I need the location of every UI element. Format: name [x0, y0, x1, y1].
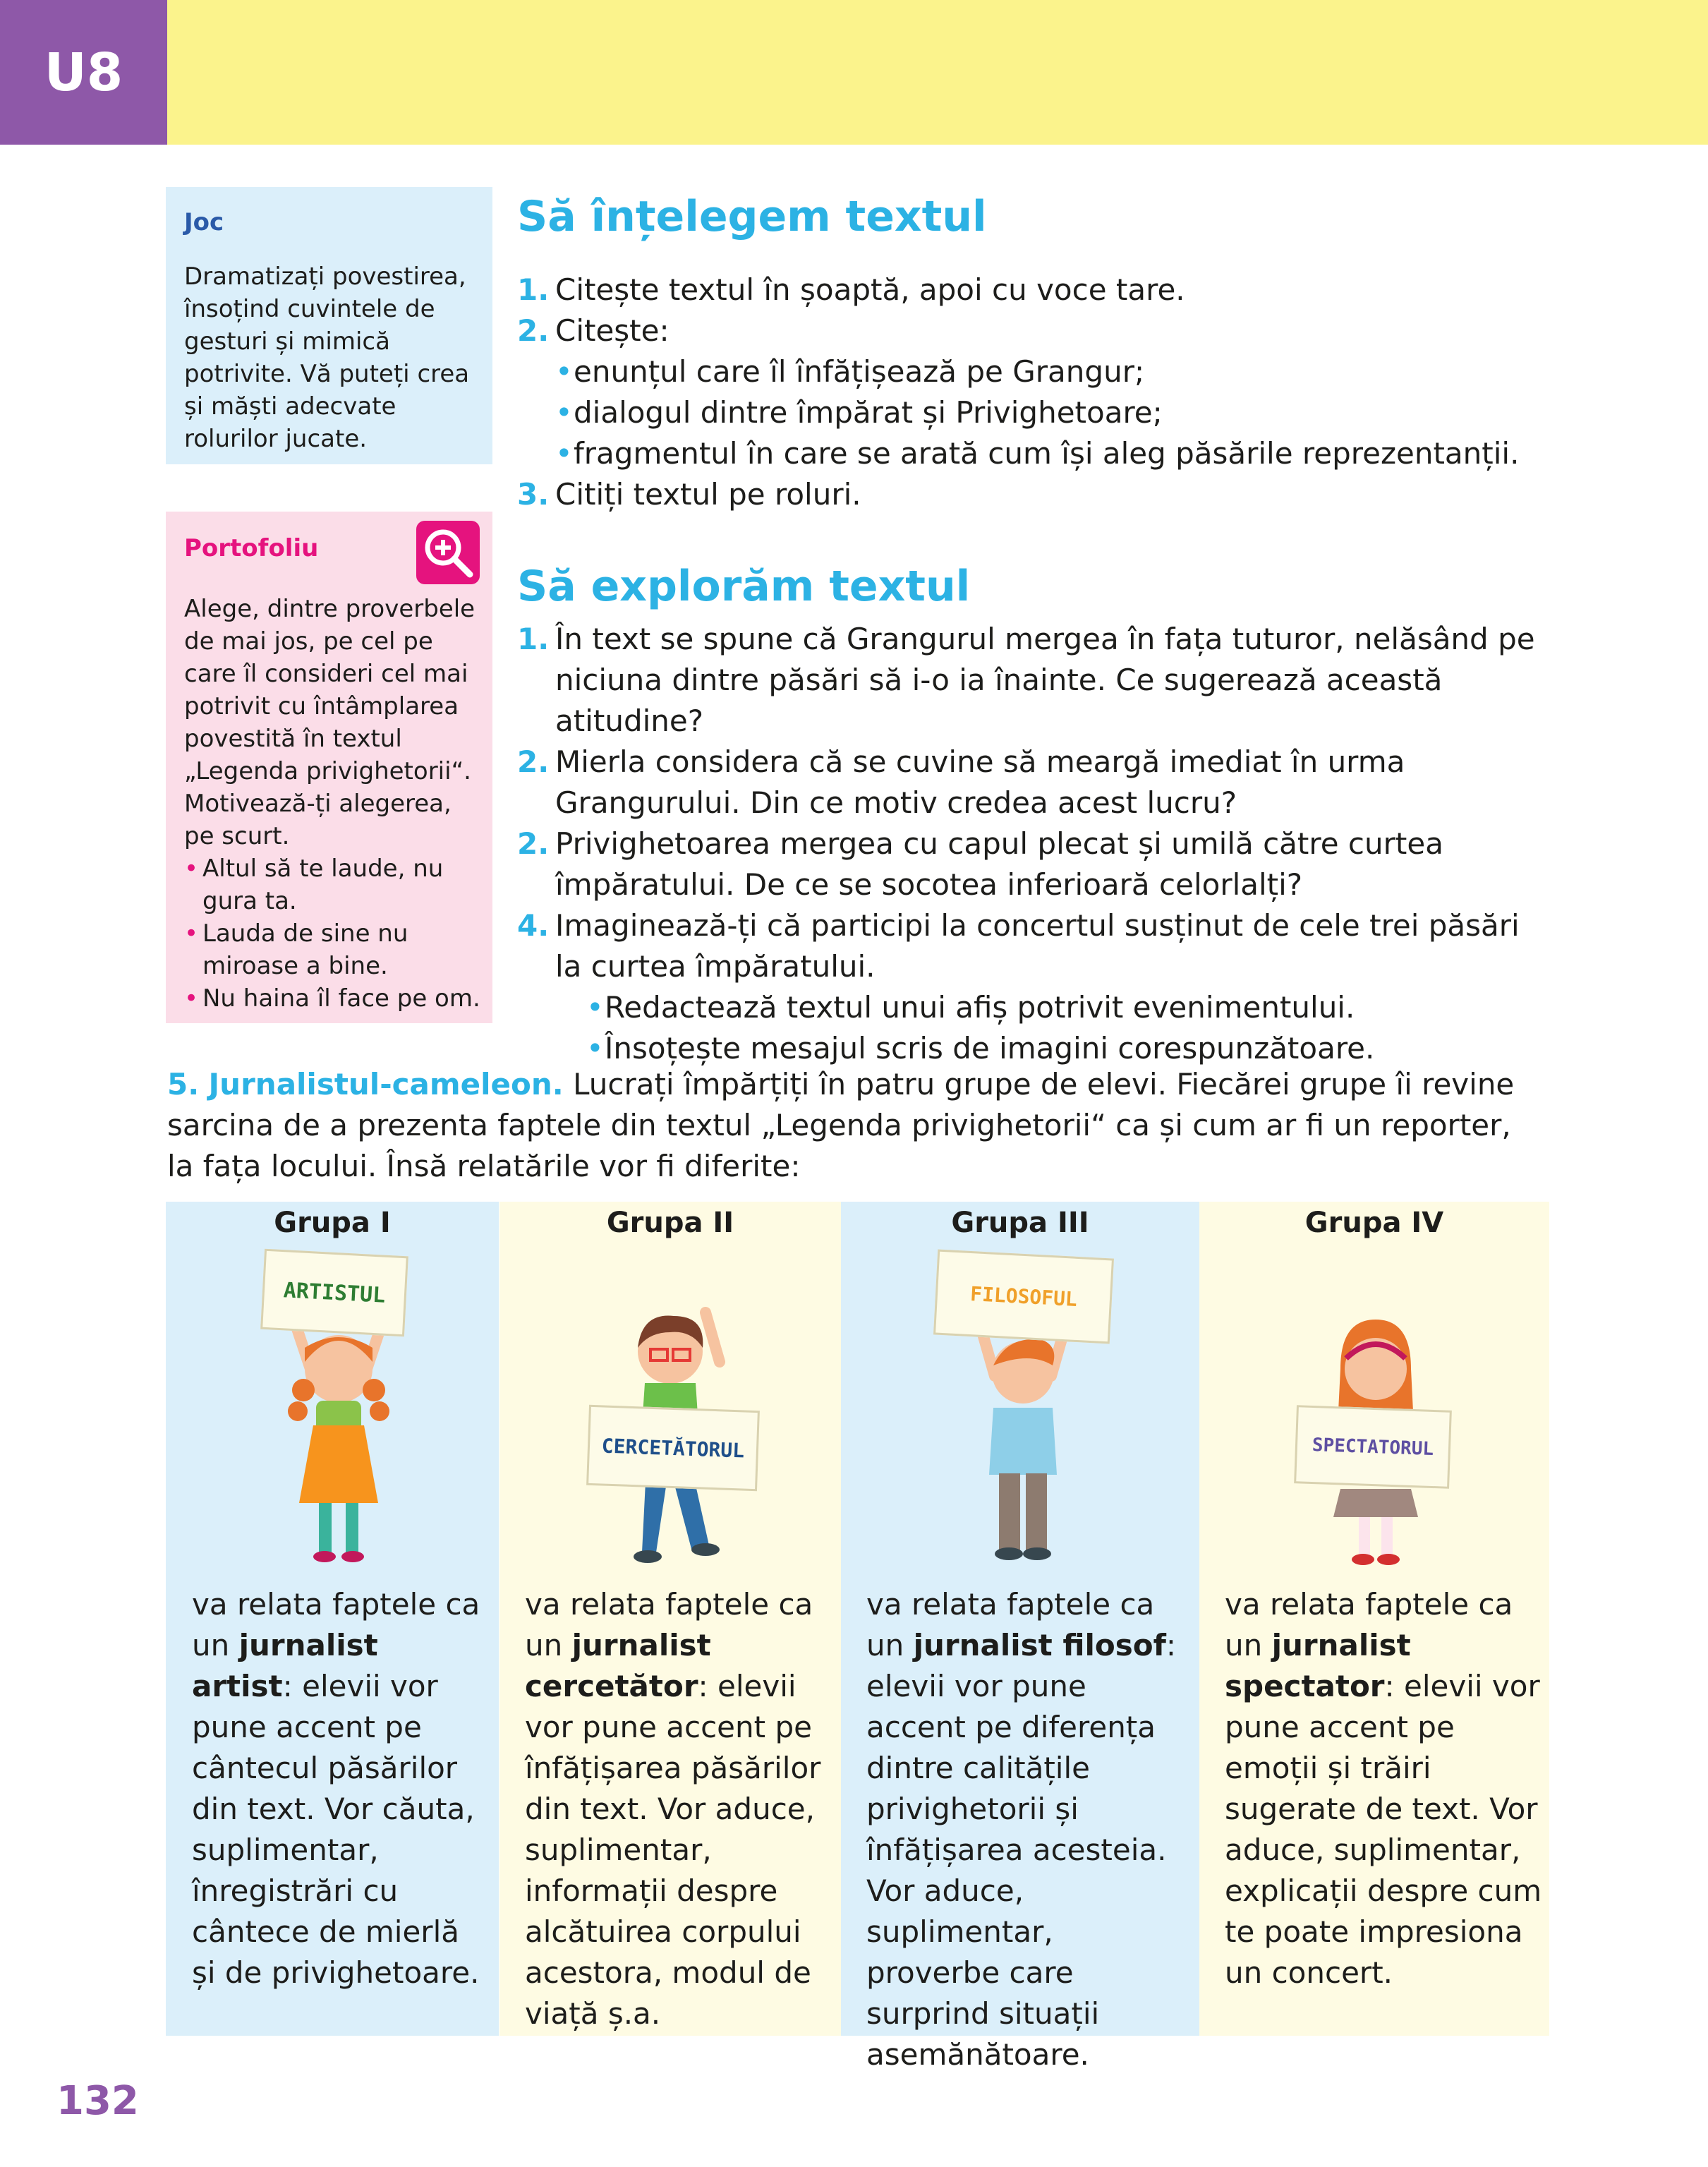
question-item: 2. Privighetoarea mergea cu capul plecat și umilă către curtea împăratului. De ce se socotea inferioară celorlalți?: [517, 826, 1443, 902]
joc-text: Dramatizați povestirea, însoțind cuvintele de gesturi și mimică potrivite. Vă puteți crea și măști adecvate rolurilor jucate.: [184, 262, 470, 453]
page-number: 132: [56, 2078, 139, 2124]
proverb-item: • Nu haina îl face pe om.: [184, 982, 480, 1015]
task-text: Lucrați împărțiți în patru grupe de elevi. Fiecărei grupe îi revine sarcina de a prezenta faptele din textul „Legenda privighetorii“ ca și cum ar fi un reporter, la fața locului. Însă relatările vor fi diferite:: [167, 1067, 1515, 1183]
question-item: 2. Citește: • enunțul care îl înfățișează pe Grangur; • dialogul dintre împărat și Privighetoare; • fragmentul în care se arată cum își aleg păsările reprezentanții.: [517, 310, 1547, 474]
subitem-list: [555, 351, 1547, 474]
section-title-understand: Să înțelegem textul: [517, 192, 987, 241]
group-text: va relata faptele ca un jurnalist filosof: elevii vor pune accent pe diferența dintre calitățile privighetorii și înfățișarea acesteia. Vor aduce, suplimentar, proverbe care surprind situații asemănătoare.: [866, 1587, 1177, 2072]
header-bar: [167, 0, 1708, 145]
subitem: • dialogul dintre împărat și Privighetoare;: [555, 392, 1547, 433]
subitem-list: [555, 987, 1547, 1069]
sign-researcher: CERCETĂTORUL: [586, 1405, 760, 1491]
portofoliu-instruction: Alege, dintre proverbele de mai jos, pe cel pe care îl consideri cel mai potrivit cu întâmplarea povestită în textul „Legenda privighetorii“. Motivează-ți alegerea, pe scurt.: [184, 595, 476, 850]
group-text: va relata faptele ca un jurnalist artist: elevii vor pune accent pe cântecul păsărilor din text. Vor căuta, suplimentar, înregistrări cu cântece de mierlă și de privighetoare.: [192, 1587, 480, 1990]
sign-artist: ARTISTUL: [260, 1249, 408, 1337]
subitem: • Redactează textul unui afiș potrivit evenimentului.: [586, 987, 1547, 1028]
sign-philosopher: FILOSOFUL: [933, 1250, 1114, 1344]
magnifier-plus-icon: [416, 521, 480, 584]
portofoliu-text: [184, 593, 480, 1015]
proverb-list: [184, 852, 480, 1015]
group-title: Grupa II: [606, 1207, 734, 1239]
subitem: • enunțul care îl înfățișează pe Grangur;: [555, 351, 1547, 392]
section-title-explore: Să explorăm textul: [517, 562, 971, 611]
explore-list: [517, 619, 1547, 1069]
question-item: 4. Imaginează-ți că participi la concertul susținut de cele trei păsări la curtea împăratului. • Redactează textul unui afiș potrivit evenimentului. • Însoțește mesajul scris de imagini corespunzătoare.: [517, 905, 1547, 1069]
sign-spectator: SPECTATORUL: [1294, 1405, 1452, 1489]
group-title: Grupa IV: [1304, 1207, 1444, 1239]
portofoliu-title: Portofoliu: [184, 534, 319, 562]
task-title: Jurnalistul-cameleon.: [208, 1067, 564, 1101]
group-title: Grupa I: [274, 1207, 391, 1239]
group-text: va relata faptele ca un jurnalist spectator: elevii vor pune accent pe emoții și trăiri sugerate de text. Vor aduce, suplimentar, explicații despre cum te poate impresiona un concert.: [1225, 1587, 1542, 1990]
task-5: [167, 1064, 1546, 1187]
proverb-item: • Lauda de sine nu miroase a bine.: [184, 917, 480, 982]
unit-label: U8: [44, 42, 123, 103]
subitem: • Însoțește mesajul scris de imagini corespunzătoare.: [586, 1028, 1547, 1069]
task-number: 5.: [167, 1067, 200, 1101]
question-item: 2. Mierla considera că se cuvine să meargă imediat în urma Grangurului. Din ce motiv credea acest lucru?: [517, 744, 1405, 820]
question-item: 1. Citește textul în șoaptă, apoi cu voce tare.: [517, 272, 1185, 307]
question-item: 3. Citiți textul pe roluri.: [517, 477, 861, 512]
proverb-item: • Altul să te laude, nu gura ta.: [184, 852, 480, 917]
group-text: va relata faptele ca un jurnalist cercetător: elevii vor pune accent pe înfățișarea păsărilor din text. Vor aduce, suplimentar, informații despre alcătuirea corpului acestora, modul de viață ș.a.: [525, 1587, 821, 2031]
group-title: Grupa III: [951, 1207, 1089, 1239]
joc-title: Joc: [184, 208, 224, 236]
subitem: • fragmentul în care se arată cum își aleg păsările reprezentanții.: [555, 433, 1547, 474]
question-item: 1. În text se spune că Grangurul mergea în fața tuturor, nelăsând pe niciuna dintre păsări să i-o ia înainte. Ce sugerează această atitudine?: [517, 622, 1535, 738]
understand-list: [517, 270, 1547, 515]
